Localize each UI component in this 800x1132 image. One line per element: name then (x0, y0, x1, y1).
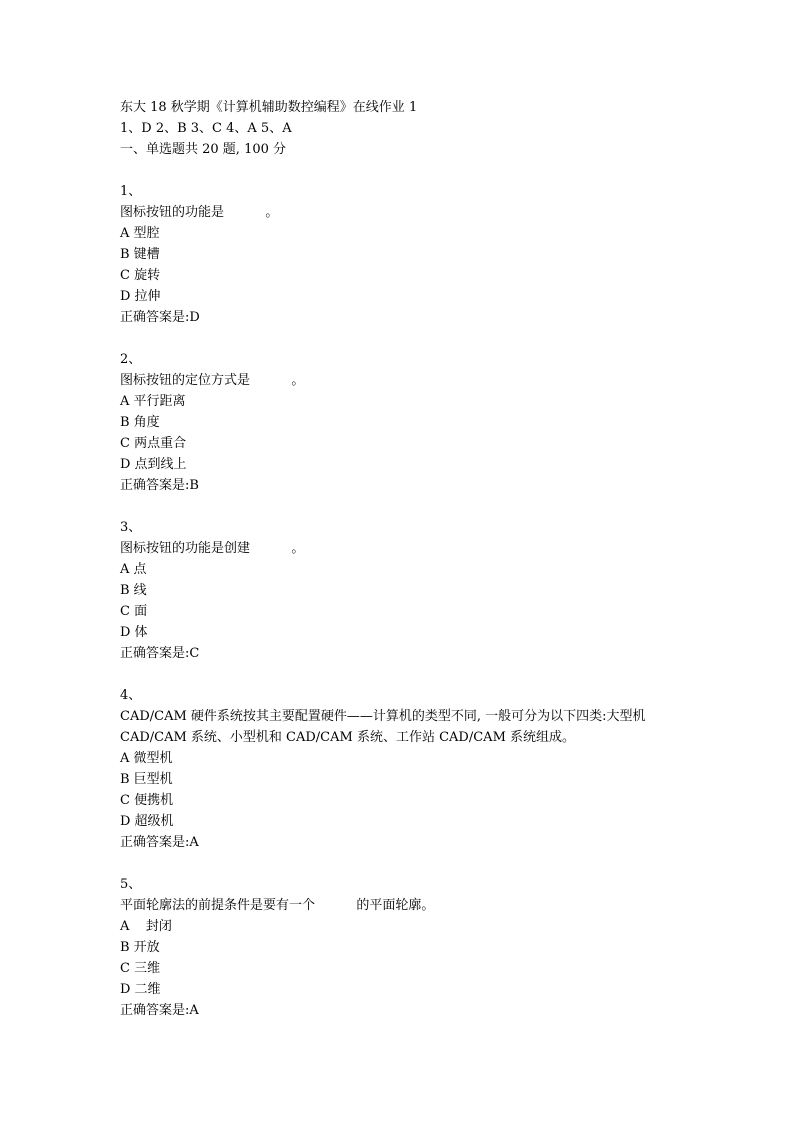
question-block (120, 181, 690, 328)
correct-answer: 正确答案是:D (120, 310, 200, 325)
question-number: 1、 (120, 184, 142, 199)
question-block (120, 517, 690, 664)
question-number: 4、 (120, 688, 142, 703)
option-a: A 微型机 (120, 751, 173, 766)
option-b: B 线 (120, 583, 147, 598)
question-stem: 图标按钮的功能是创建 。 (120, 541, 305, 556)
correct-answer: 正确答案是:A (120, 1003, 199, 1018)
section-header: 一、单选题共 20 题, 100 分 (120, 142, 287, 157)
correct-answer: 正确答案是:A (120, 835, 199, 850)
question-block (120, 874, 690, 1021)
correct-answer: 正确答案是:B (120, 478, 199, 493)
option-b: B 开放 (120, 940, 160, 955)
correct-answer: 正确答案是:C (120, 646, 200, 661)
question-block (120, 349, 690, 496)
question-number: 3、 (120, 520, 142, 535)
option-d: D 体 (120, 625, 148, 640)
option-d: D 超级机 (120, 814, 174, 829)
question-stem: 图标按钮的功能是 。 (120, 205, 279, 220)
option-c: C 便携机 (120, 793, 174, 808)
question-stem: 平面轮廓法的前提条件是要有一个 的平面轮廓。 (120, 898, 435, 913)
question-number: 5、 (120, 877, 142, 892)
option-a: A 型腔 (120, 226, 160, 241)
question-stem: CAD/CAM 硬件系统按其主要配置硬件——计算机的类型不同, 一般可分为以下四类:大型机 CAD/CAM 系统、小型机和 CAD/CAM 系统、工作站 CAD/CAM 系统组成。 (120, 709, 646, 745)
document-content (120, 97, 690, 1021)
answer-summary: 1、D 2、B 3、C 4、A 5、A (120, 121, 292, 136)
option-c: C 面 (120, 604, 148, 619)
option-a: A 点 (120, 562, 147, 577)
option-d: D 拉伸 (120, 289, 161, 304)
option-d: D 二维 (120, 982, 161, 997)
option-b: B 键槽 (120, 247, 160, 262)
option-c: C 旋转 (120, 268, 161, 283)
question-number: 2、 (120, 352, 142, 367)
option-b: B 巨型机 (120, 772, 173, 787)
question-block (120, 685, 690, 853)
question-stem: 图标按钮的定位方式是 。 (120, 373, 305, 388)
document-title: 东大 18 秋学期《计算机辅助数控编程》在线作业 1 (120, 100, 418, 115)
option-b: B 角度 (120, 415, 160, 430)
option-c: C 三维 (120, 961, 161, 976)
option-a: A 封闭 (120, 919, 172, 934)
option-a: A 平行距离 (120, 394, 186, 409)
option-d: D 点到线上 (120, 457, 187, 472)
option-c: C 两点重合 (120, 436, 187, 451)
